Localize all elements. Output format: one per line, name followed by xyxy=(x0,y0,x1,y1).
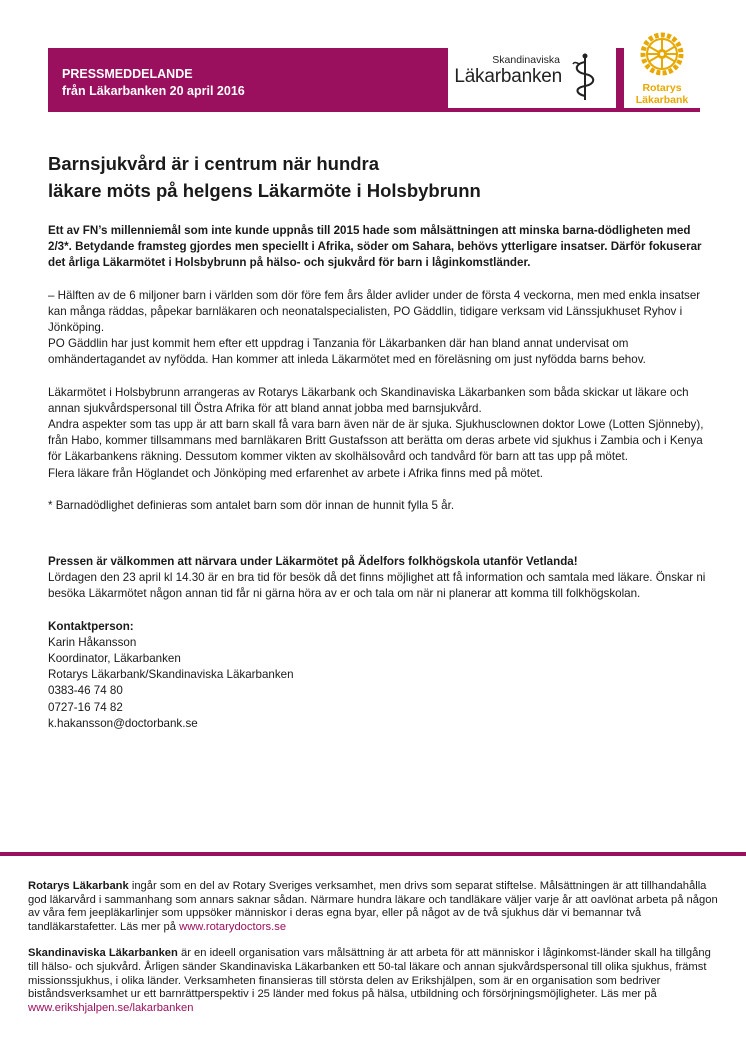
footer-divider xyxy=(0,852,746,856)
paragraph-3: Läkarmötet i Holsbybrunn arrangeras av Rotarys Läkarbank och Skandinaviska Läkarbanken som båda skickar ut läkare och annan sjukvårdspersonal till Östra Afrika för att bland annat jobba med barnsjukvård. xyxy=(48,385,689,415)
article xyxy=(48,150,708,732)
rotarydoctors-link[interactable]: www.rotarydoctors.se xyxy=(179,920,287,933)
press-invite-heading: Pressen är välkommen att närvara under Läkarmötet på Ädelfors folkhögskola utanför Vetlanda! xyxy=(48,555,578,569)
footer-rotary-paragraph xyxy=(28,880,718,934)
paragraph-4: Andra aspekter som tas upp är att barn skall få vara barn även när de är sjuka. Sjukhusclownen doktor Lowe (Lotten Sjönneby), från Habo, kommer tillsammans med barnläkaren Britt Gustafsson att berätta om deras arbete vid sjukhus i Zambia och i Kenya för Läkarbankens räkning. Dessutom kommer vikten av skolhälsovård och tandvård för barn att tas upp på mötet. xyxy=(48,418,704,464)
contact-label: Kontaktperson: xyxy=(48,619,134,633)
erikshjalpen-link[interactable]: www.erikshjalpen.se/lakarbanken xyxy=(28,1001,194,1014)
press-release-date: från Läkarbanken 20 april 2016 xyxy=(62,84,245,98)
logo-big-text: Läkarbanken xyxy=(454,66,562,87)
rotary-wheel-icon xyxy=(638,30,686,78)
contact-email[interactable]: k.hakansson@doctorbank.se xyxy=(48,716,198,730)
rotarys-lakarbank-logo xyxy=(624,24,700,108)
article-heading xyxy=(48,150,708,204)
press-invite-text: Lördagen den 23 april kl 14.30 är en bra tid för besök då det finns möjlighet att få information och samtala med läkare. Önskar ni besöka Läkarmötet någon annan tid får ni gärna höra av er och tala om när ni planerar att komma till folkhögskolan. xyxy=(48,571,706,601)
paragraph-5: Flera läkare från Höglandet och Jönköping med erfarenhet av arbete i Afrika finns med på mötet. xyxy=(48,466,543,480)
footer-skand-text: är en ideell organisation vars målsättning är att arbeta för att människor i låginkomst-länder skall ha tillgång till hälso- och sjukvård. Årligen sänder Skandinaviska Läkarbanken ett 50-tal läkare och annan sjukvårdspersonal till olika sjukhus, främst missionssjukhus, i olika länder. Verksamheten finansieras till största delen av Erikshjälpen, som är en organisation som bedriver biståndsverksamhet ur ett barnrättperspektiv i 25 länder med fokus på hälsa, utbildning och försörjningsmöjligheter. Läs mer på xyxy=(28,947,711,1001)
heading-line-2: läkare möts på helgens Läkarmöte i Holsbybrunn xyxy=(48,180,481,201)
footer xyxy=(28,880,718,1015)
caduceus-icon xyxy=(570,52,600,102)
skandinaviska-lakarbanken-logo xyxy=(448,40,616,108)
footer-skand-paragraph xyxy=(28,947,718,1015)
contact-name: Karin Håkansson xyxy=(48,635,137,649)
paragraph-2: PO Gäddlin har just kommit hem efter ett uppdrag i Tanzania för Läkarbanken där han bland annat undervisat om omhändertagandet av nyfödda. Han kommer att inleda Läkarmötet med en föreläsning om just nyfödda barns behov. xyxy=(48,337,646,367)
contact-block xyxy=(48,619,708,732)
rotary-logo-line1: Rotarys xyxy=(642,82,682,94)
header-text xyxy=(62,66,245,100)
contact-org: Rotarys Läkarbank/Skandinaviska Läkarbanken xyxy=(48,668,294,682)
contact-phone-1: 0383-46 74 80 xyxy=(48,684,123,698)
contact-phone-2: 0727-16 74 82 xyxy=(48,700,123,714)
contact-role: Koordinator, Läkarbanken xyxy=(48,652,181,666)
footer-rotary-text: ingår som en del av Rotary Sveriges verksamhet, men drivs som separat stiftelse. Målsättningen är att tillhandahålla god läkarvård i sammanhang som annars saknar sådan. Närmare hundra läkare och tandläkare väljer varje år att oavlönat arbeta på någon av våra fem jeepläkarlinjer som uppsöker människor i deras egna byar, eller på något av de två sjukhus där vi bemannar två tandläkarstafetter. Läs mer på xyxy=(28,880,718,933)
footer-skand-name: Skandinaviska Läkarbanken xyxy=(28,947,178,960)
paragraph-1: – Hälften av de 6 miljoner barn i världen som dör före fem års ålder avlider under de första 4 veckorna, men med enkla insatser kan många räddas, påpekar barnläkaren och neonatalspecialisten, PO Gäddlin, tidigare verksam vid Länssjukhuset Ryhov i Jönköping. xyxy=(48,288,701,335)
lead-paragraph: Ett av FN’s millenniemål som inte kunde uppnås till 2015 hade som målsättningen att minska barna-dödligheten med 2/3*. Betydande framsteg gjordes men speciellt i Afrika, söder om Sahara, behövs ytterligare insatser. Därför fokuserar det årliga Läkarmötet i Holsbybrunn på hälso- och sjukvård för barn i låginkomstländer. xyxy=(48,224,702,270)
footnote: * Barnadödlighet definieras som antalet barn som dör innan de hunnit fylla 5 år. xyxy=(48,498,455,512)
rotary-logo-line2: Läkarbank xyxy=(635,94,689,106)
logo-small-text: Skandinaviska xyxy=(492,54,560,66)
press-release-label: PRESSMEDDELANDE xyxy=(62,67,193,81)
heading-line-1: Barnsjukvård är i centrum när hundra xyxy=(48,153,380,174)
footer-rotary-name: Rotarys Läkarbank xyxy=(28,880,129,892)
